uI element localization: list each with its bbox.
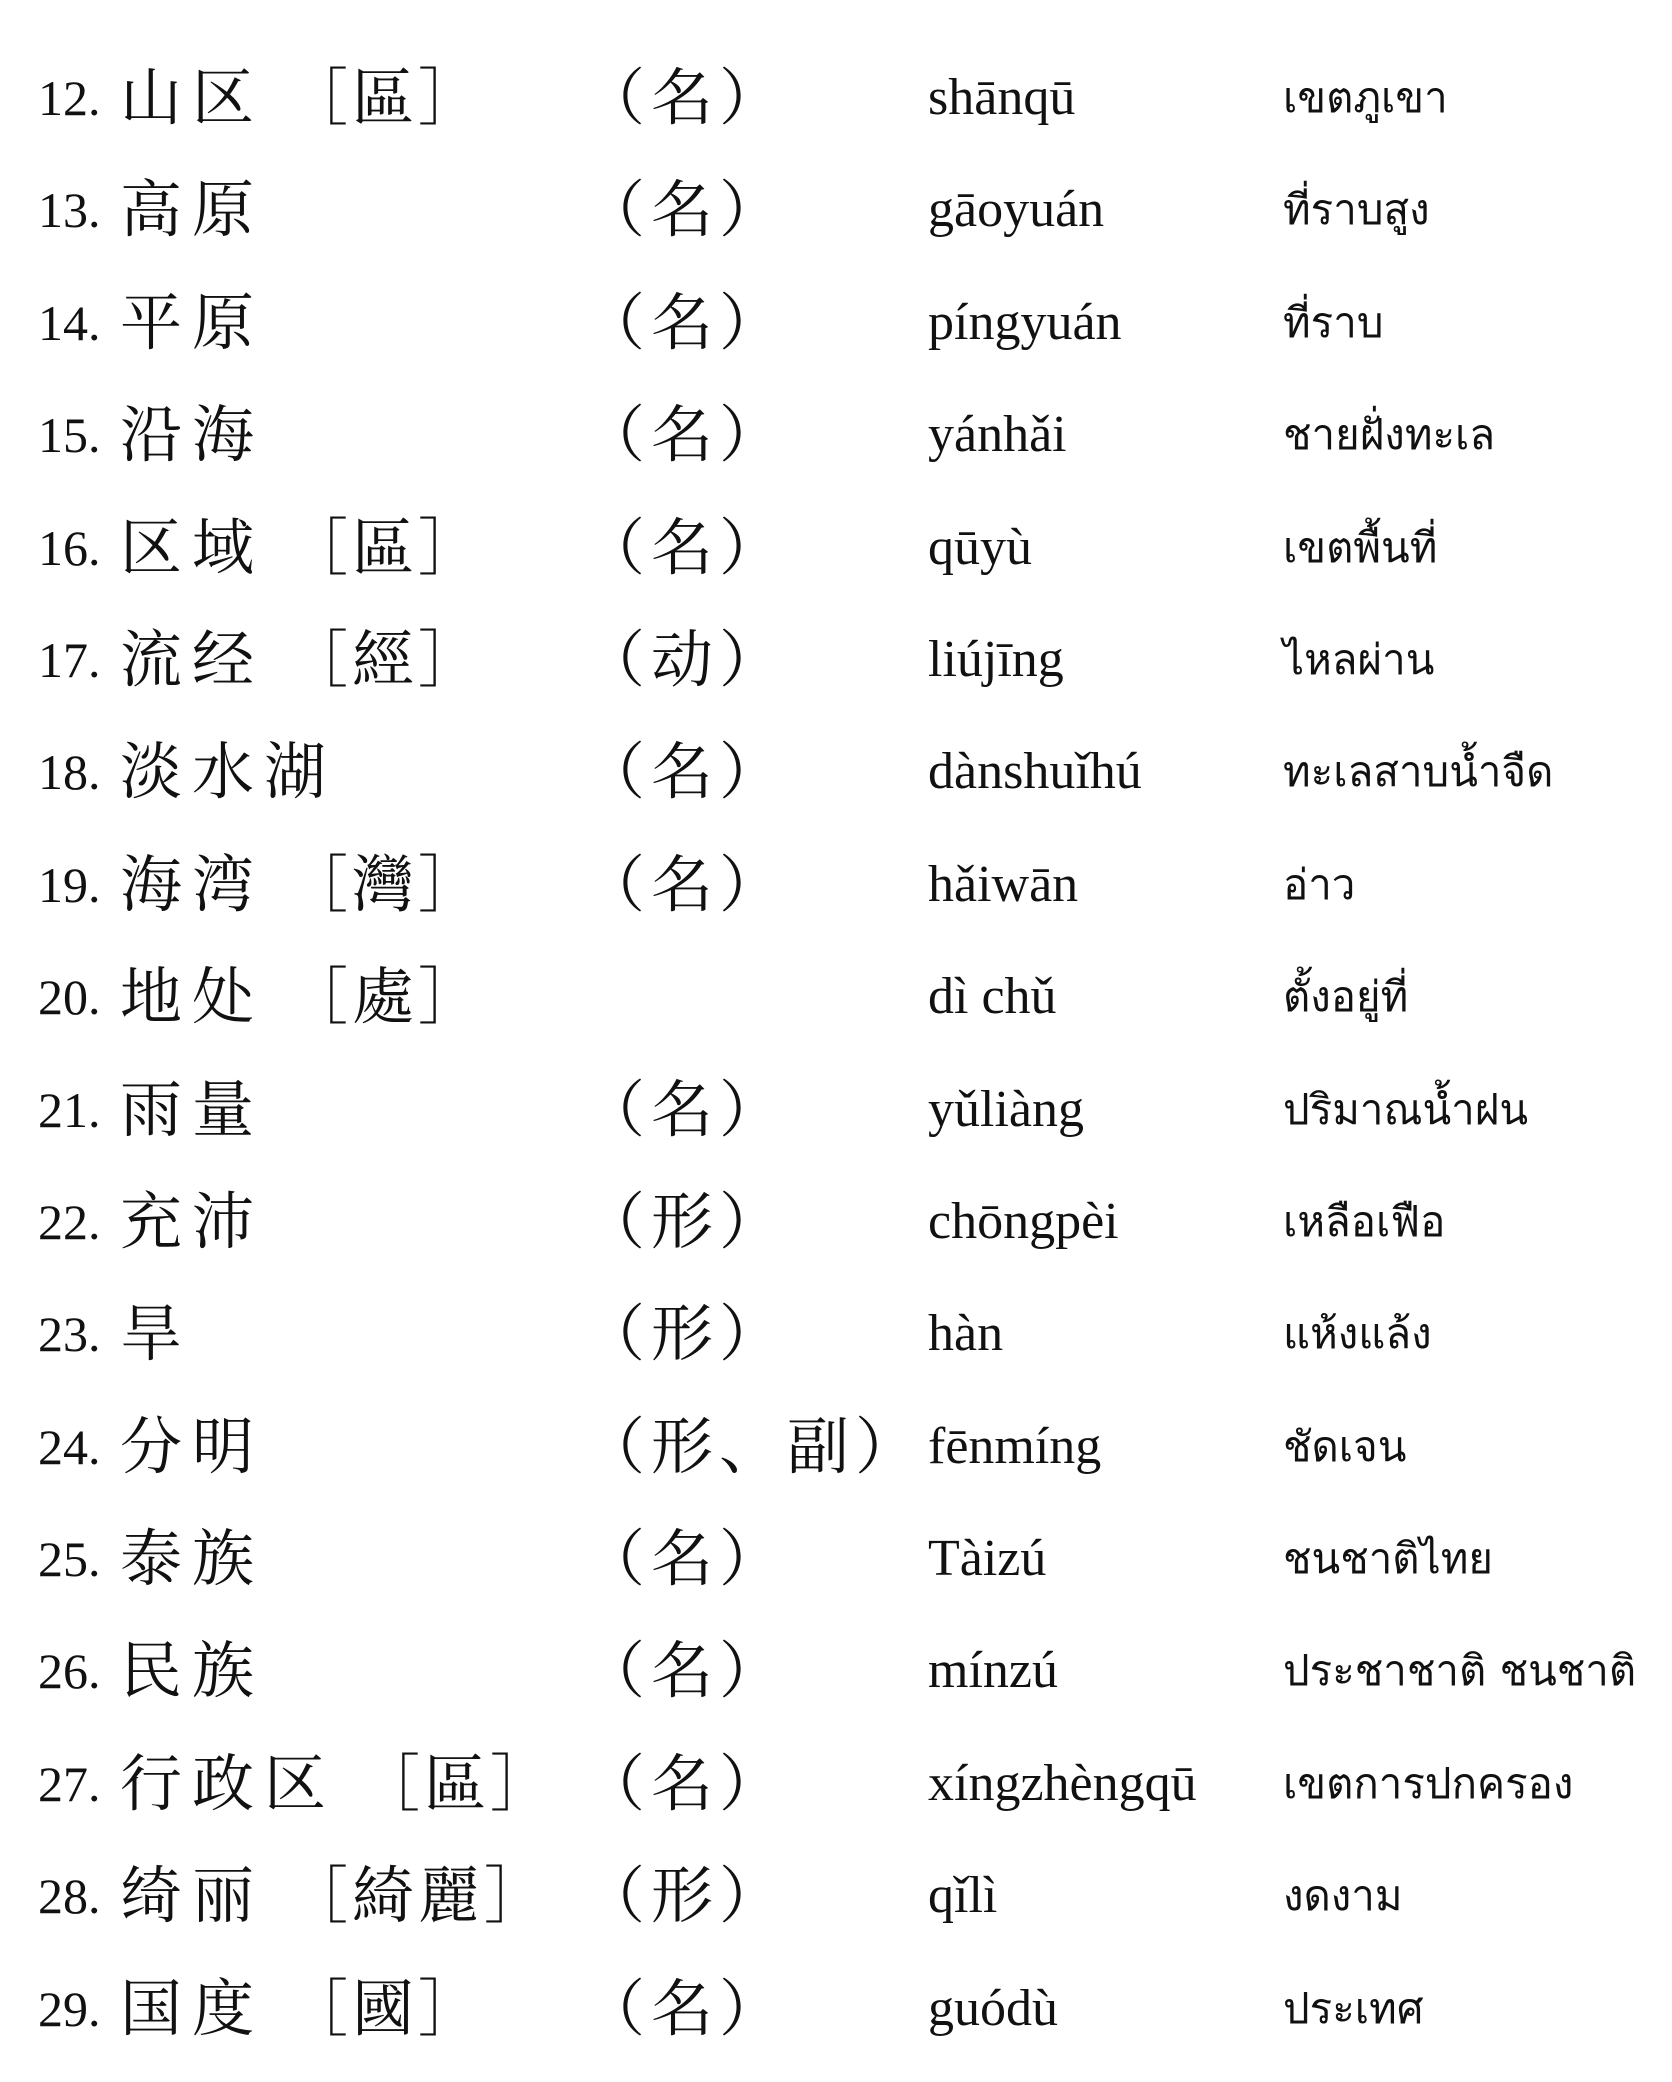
entry-hanzi-group	[120, 716, 358, 828]
entry-number: 28.	[38, 1868, 101, 1925]
entry-pinyin: gāoyuán	[928, 181, 1105, 239]
entry-thai-meaning: ชนชาติไทย	[1283, 1534, 1493, 1584]
vocab-entry	[38, 1953, 1638, 2065]
entry-part-of-speech: （名）	[583, 1072, 788, 1146]
entry-thai-meaning: ประเทศ	[1283, 1983, 1424, 2033]
entry-hanzi-group	[120, 1728, 556, 1840]
entry-number: 24.	[38, 1418, 101, 1475]
entry-pinyin: qūyù	[928, 518, 1032, 576]
entry-traditional: ［綺麗］	[286, 1859, 551, 1933]
entry-traditional: ［處］	[286, 960, 485, 1034]
vocab-entry	[38, 1615, 1638, 1727]
entry-traditional: ［區］	[358, 1746, 557, 1820]
entry-simplified: 平原	[120, 285, 265, 359]
vocab-entry	[38, 604, 1638, 716]
entry-simplified: 充沛	[120, 1184, 265, 1258]
entry-hanzi-group	[120, 379, 286, 491]
entry-simplified: 地处	[120, 960, 265, 1034]
entry-number: 12.	[38, 70, 101, 126]
entry-pinyin: dì chǔ	[928, 968, 1057, 1026]
entry-number: 26.	[38, 1643, 101, 1700]
entry-number: 19.	[38, 856, 101, 913]
entry-hanzi-group	[120, 1166, 286, 1278]
entry-pinyin: fēnmíng	[928, 1417, 1102, 1475]
entry-number: 13.	[38, 182, 101, 239]
entry-thai-meaning: ตั้งอยู่ที่	[1283, 972, 1409, 1022]
vocab-entry	[38, 154, 1638, 266]
entry-part-of-speech: （名）	[583, 1746, 788, 1820]
entry-number: 15.	[38, 407, 101, 464]
entry-hanzi-group	[120, 154, 286, 266]
entry-hanzi-group	[120, 1840, 550, 1952]
entry-simplified: 泰族	[120, 1522, 265, 1596]
entry-simplified: 旱	[120, 1297, 193, 1371]
entry-thai-meaning: เขตการปกครอง	[1283, 1758, 1574, 1808]
vocab-entry	[38, 1503, 1638, 1615]
entry-pinyin: Tàizú	[928, 1530, 1047, 1588]
entry-traditional: ［區］	[286, 510, 485, 584]
entry-thai-meaning: ชัดเจน	[1283, 1421, 1407, 1471]
vocab-entry	[38, 1054, 1638, 1166]
entry-pinyin: píngyuán	[928, 293, 1122, 351]
entry-hanzi-group	[120, 604, 484, 716]
entry-hanzi-group	[120, 492, 484, 604]
entry-part-of-speech: （名）	[583, 285, 788, 359]
entry-thai-meaning: ที่ราบสูง	[1283, 185, 1430, 235]
entry-thai-meaning: อ่าว	[1283, 859, 1356, 909]
entry-simplified: 国度	[120, 1971, 265, 2045]
entry-number: 17.	[38, 631, 101, 688]
entry-traditional: ［經］	[286, 622, 485, 696]
entry-hanzi-group	[120, 267, 286, 379]
entry-pinyin: liújīng	[928, 630, 1064, 688]
entry-pinyin: qǐlì	[928, 1867, 998, 1925]
entry-simplified: 沿海	[120, 398, 265, 472]
entry-part-of-speech: （形）	[583, 1859, 788, 1933]
entry-hanzi-group	[120, 42, 484, 154]
entry-thai-meaning: ประชาชาติ ชนชาติ	[1283, 1646, 1637, 1696]
entry-simplified: 流经	[120, 622, 265, 696]
vocab-entry	[38, 829, 1638, 941]
entry-pinyin: dànshuǐhú	[928, 743, 1142, 801]
entry-part-of-speech: （名）	[583, 1634, 788, 1708]
entry-traditional: ［灣］	[286, 847, 485, 921]
entry-thai-meaning: งดงาม	[1283, 1871, 1403, 1921]
vocab-entry	[38, 1728, 1638, 1840]
entry-thai-meaning: เขตพื้นที่	[1283, 522, 1438, 572]
entry-simplified: 行政区	[120, 1746, 337, 1820]
entry-part-of-speech: （形、副）	[583, 1409, 924, 1483]
entry-number: 23.	[38, 1306, 101, 1363]
vocab-entry	[38, 1840, 1638, 1952]
vocabulary-list	[38, 42, 1638, 2065]
entry-number: 16.	[38, 519, 101, 576]
entry-hanzi-group	[120, 1278, 214, 1390]
entry-simplified: 雨量	[120, 1072, 265, 1146]
entry-part-of-speech: （名）	[583, 735, 788, 809]
entry-thai-meaning: ไหลผ่าน	[1283, 634, 1435, 684]
entry-simplified: 海湾	[120, 847, 265, 921]
entry-number: 18.	[38, 744, 101, 801]
vocab-entry	[38, 716, 1638, 828]
entry-traditional: ［國］	[286, 1971, 485, 2045]
entry-pinyin: xíngzhèngqū	[928, 1754, 1197, 1812]
entry-number: 14.	[38, 294, 101, 351]
entry-number: 27.	[38, 1755, 101, 1812]
entry-simplified: 民族	[120, 1634, 265, 1708]
entry-part-of-speech: （名）	[583, 1522, 788, 1596]
entry-number: 25.	[38, 1531, 101, 1588]
entry-part-of-speech: （名）	[583, 61, 788, 134]
entry-pinyin: guódù	[928, 1979, 1058, 2037]
entry-thai-meaning: ปริมาณน้ำฝน	[1283, 1084, 1529, 1134]
entry-hanzi-group	[120, 829, 484, 941]
entry-hanzi-group	[120, 1054, 286, 1166]
entry-number: 20.	[38, 969, 101, 1026]
entry-simplified: 淡水湖	[120, 735, 337, 809]
entry-simplified: 区域	[120, 510, 265, 584]
vocab-entry	[38, 1391, 1638, 1503]
entry-thai-meaning: ทะเลสาบน้ำจืด	[1283, 747, 1554, 797]
entry-thai-meaning: แห้งแล้ง	[1283, 1309, 1432, 1359]
vocab-entry	[38, 492, 1638, 604]
entry-pinyin: hǎiwān	[928, 855, 1079, 913]
entry-hanzi-group	[120, 1953, 484, 2065]
entry-simplified: 山区	[120, 61, 265, 134]
entry-hanzi-group	[120, 1391, 286, 1503]
entry-part-of-speech: （名）	[583, 398, 788, 472]
entry-thai-meaning: เหลือเฟือ	[1283, 1196, 1446, 1246]
entry-hanzi-group	[120, 1615, 286, 1727]
entry-pinyin: chōngpèi	[928, 1192, 1119, 1250]
vocab-entry	[38, 42, 1638, 154]
vocab-entry	[38, 1166, 1638, 1278]
vocab-entry	[38, 267, 1638, 379]
entry-simplified: 高原	[120, 173, 265, 247]
entry-simplified: 绮丽	[120, 1859, 265, 1933]
entry-part-of-speech: （名）	[583, 510, 788, 584]
entry-part-of-speech: （名）	[583, 1971, 788, 2045]
entry-number: 21.	[38, 1081, 101, 1138]
entry-part-of-speech: （动）	[583, 622, 788, 696]
entry-hanzi-group	[120, 1503, 286, 1615]
entry-part-of-speech: （形）	[583, 1184, 788, 1258]
vocab-entry	[38, 941, 1638, 1053]
entry-thai-meaning: ที่ราบ	[1283, 297, 1384, 347]
entry-part-of-speech: （名）	[583, 173, 788, 247]
entry-part-of-speech: （名）	[583, 847, 788, 921]
vocab-entry	[38, 379, 1638, 491]
entry-simplified: 分明	[120, 1409, 265, 1483]
entry-part-of-speech: （形）	[583, 1297, 788, 1371]
entry-hanzi-group	[120, 941, 484, 1053]
vocab-entry	[38, 1278, 1638, 1390]
entry-thai-meaning: ชายฝั่งทะเล	[1283, 410, 1496, 460]
entry-number: 29.	[38, 1980, 101, 2037]
entry-pinyin: mínzú	[928, 1642, 1058, 1700]
entry-thai-meaning: เขตภูเขา	[1283, 73, 1448, 122]
entry-number: 22.	[38, 1193, 101, 1250]
entry-traditional: ［區］	[286, 61, 485, 134]
entry-pinyin: shānqū	[928, 69, 1076, 126]
entry-pinyin: hàn	[928, 1305, 1004, 1363]
entry-pinyin: yánhǎi	[928, 406, 1067, 464]
entry-pinyin: yǔliàng	[928, 1080, 1084, 1138]
